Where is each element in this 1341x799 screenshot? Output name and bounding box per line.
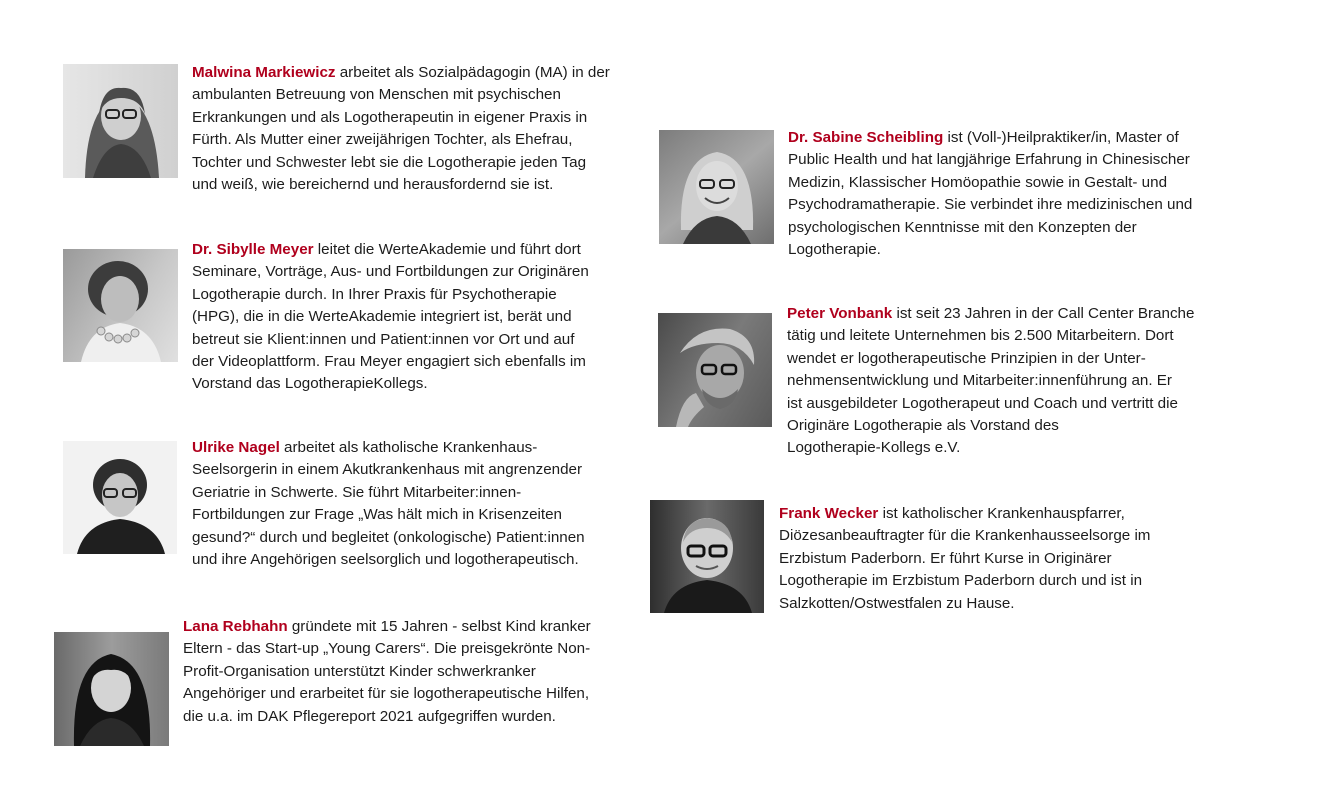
bio-line: Psychodramatherapie. Sie verbindet ihre medizinischen und	[788, 196, 1193, 214]
bio-line: Seelsorgerin in einem Akutkrankenhaus mit angrenzender	[192, 461, 583, 479]
bio-line: Originäre Logotherapie als Vorstand des	[787, 417, 1059, 435]
bio-line: Geriatrie in Schwerte. Sie führt Mitarbeiter:innen-	[192, 483, 522, 501]
bio-line: gründete mit 15 Jahren - selbst Kind kranker	[287, 618, 591, 635]
bio-line: der Videoplattform. Frau Meyer engagiert sich ebenfalls im	[192, 353, 586, 371]
person-name: Peter Vonbank	[787, 305, 893, 322]
portrait-young-woman-dark-hair-icon	[54, 632, 169, 746]
bio-line: Erzbistum Paderborn. Er führt Kurse in Originärer	[779, 549, 1112, 567]
bio-line: Logotherapie.	[788, 241, 881, 259]
bio-line: arbeitet als katholische Krankenhaus-	[279, 439, 538, 456]
bio-text	[192, 239, 652, 396]
bio-line: Tochter und Schwester lebt sie die Logotherapie jeden Tag	[192, 153, 587, 171]
bio-line: die u.a. im DAK Pflegereport 2021 aufgegriffen wurden.	[183, 707, 556, 725]
bio-line: tätig und leitete Unternehmen bis 2.500 Mitarbeitern. Dort	[787, 327, 1174, 345]
portrait-woman-long-hair-glasses-icon	[63, 64, 178, 178]
portrait-man-bald-glasses-icon	[650, 500, 764, 613]
bio-text	[788, 127, 1258, 261]
bio-line: und ihre Angehörigen seelsorglich und logotherapeutisch.	[192, 551, 579, 569]
portrait-woman-short-hair-glasses-icon	[63, 441, 177, 554]
person-name: Lana Rebhahn	[183, 618, 288, 635]
bio-line: ist katholischer Krankenhauspfarrer,	[878, 505, 1125, 522]
bio-line: (HPG), die in die WerteAkademie integriert ist, berät und	[192, 308, 572, 326]
bio-line: Profit-Organisation unterstützt Kinder schwerkranker	[183, 662, 536, 680]
bio-line: nehmensentwicklung und Mitarbeiter:innenführung an. Er	[787, 372, 1172, 390]
bio-line: Logotherapie-Kollegs e.V.	[787, 439, 961, 457]
bio-line: Medizin, Klassischer Homöopathie sowie in Gestalt- und	[788, 173, 1168, 191]
bio-line: leitet die WerteAkademie und führt dort	[313, 241, 581, 258]
bio-line: betreut sie Klient:innen und Patient:innen vor Ort und auf	[192, 330, 575, 348]
bio-line: Logotherapie durch. In Ihrer Praxis für Psychotherapie	[192, 285, 557, 303]
bio-line: psychologischen Kenntnisse mit den Konzepten der	[788, 218, 1137, 236]
bio-text	[779, 503, 1249, 615]
bio-text	[192, 62, 652, 196]
person-name: Dr. Sibylle Meyer	[192, 241, 314, 258]
bio-line: ist (Voll-)Heilpraktiker/in, Master of	[943, 129, 1179, 146]
bio-line: wendet er logotherapeutische Prinzipien in der Unter-	[787, 349, 1146, 367]
bio-line: Public Health und hat langjährige Erfahrung in Chinesischer	[788, 151, 1190, 169]
bio-line: ist seit 23 Jahren in der Call Center Branche	[892, 305, 1195, 322]
portrait-woman-blonde-glasses-smiling-icon	[659, 130, 774, 244]
person-name: Frank Wecker	[779, 505, 879, 522]
portrait-man-beard-hand-on-chin-icon	[658, 313, 772, 427]
bio-line: Seminare, Vorträge, Aus- und Fortbildungen zur Originären	[192, 263, 589, 281]
bio-line: arbeitet als Sozialpädagogin (MA) in der	[335, 64, 610, 81]
bio-line: Logotherapie im Erzbistum Paderborn durch und ist in	[779, 572, 1143, 590]
bio-line: ist ausgebildeter Logotherapeut und Coach und vertritt die	[787, 394, 1178, 412]
bio-line: Eltern - das Start-up „Young Carers“. Die preisgekrönte Non-	[183, 640, 591, 658]
bio-line: ambulanten Betreuung von Menschen mit psychischen	[192, 86, 561, 104]
bio-text	[787, 303, 1257, 460]
bio-text	[183, 616, 653, 728]
bio-line: Fortbildungen zur Frage „Was hält mich in Krisenzeiten	[192, 506, 563, 524]
bio-line: Erkrankungen und als Logotherapeutin in eigener Praxis in	[192, 108, 588, 126]
bio-line: Angehöriger und erarbeitet für sie logotherapeutische Hilfen,	[183, 685, 590, 703]
portrait-woman-curly-hair-necklace-icon	[63, 249, 178, 362]
bio-line: und weiß, wie bereichernd und herausfordernd sie ist.	[192, 176, 554, 194]
bio-text	[192, 437, 652, 571]
bio-line: gesund?“ durch und begleitet (onkologische) Patient:innen	[192, 528, 585, 546]
person-name: Ulrike Nagel	[192, 439, 280, 456]
bio-line: Salzkotten/Ostwestfalen zu Hause.	[779, 594, 1015, 612]
person-name: Dr. Sabine Scheibling	[788, 129, 944, 146]
person-name: Malwina Markiewicz	[192, 64, 336, 81]
bio-line: Fürth. Als Mutter einer zweijährigen Tochter, als Ehefrau,	[192, 131, 573, 149]
bio-line: Diözesanbeauftragter für die Krankenhausseelsorge im	[779, 527, 1151, 545]
bio-line: Vorstand das LogotherapieKollegs.	[192, 375, 428, 393]
